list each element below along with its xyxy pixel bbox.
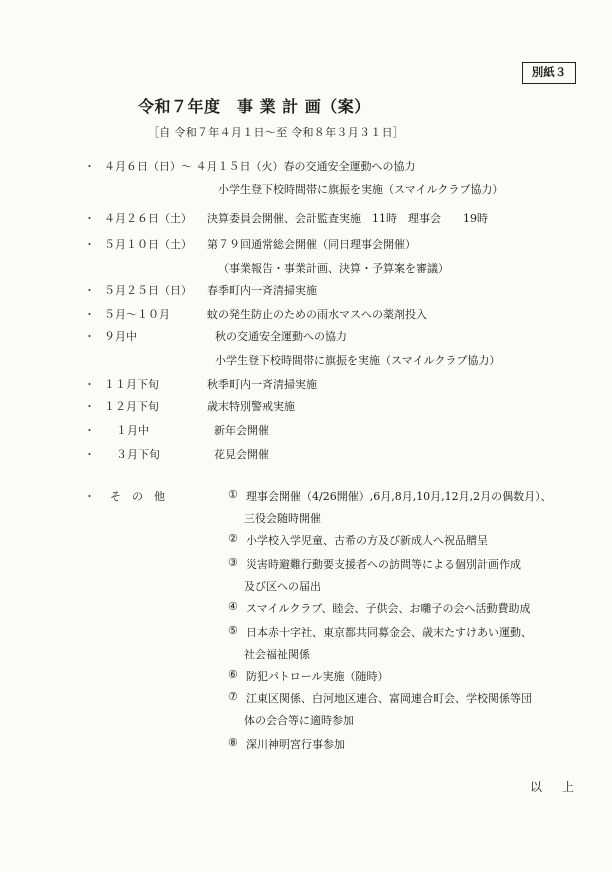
bullet-mark: ・ [84,284,95,297]
schedule-date: １月中 [116,424,149,437]
item-text: 江東区関係、白河地区連合、富岡連合町会、学校関係等団 [246,692,532,705]
item-text: 理事会開催（4/26開催）,6月,8月,10月,12月,2月の偶数月）、 [246,490,552,503]
schedule-description: 秋季町内一斉清掃実施 [207,378,317,391]
schedule-date: ４月６日（日）～ ４月１５日（火）春の交通安全運動への協力 [104,160,416,173]
schedule-description: 第７９回通常総会開催（同日理事会開催） [207,238,416,251]
schedule-date: ９月中 [104,330,137,343]
item-text: 日本赤十字社、東京都共同募金会、歳末たすけあい運動、 [246,626,532,639]
item-text: 深川神明宮行事参加 [246,738,345,751]
item-number: ⑦ [228,690,238,703]
bullet-mark: ・ [84,160,95,173]
bullet-mark: ・ [84,400,95,413]
schedule-date: １１月下旬 [104,378,159,391]
fiscal-period: ［自 令和７年４月１日～至 令和８年３月３１日］ [148,126,405,139]
bullet-mark: ・ [84,330,95,343]
page-title: 令和７年度 事 業 計 画（案） [138,97,371,116]
schedule-description: 新年会開催 [214,424,269,437]
item-number: ⑧ [228,736,238,749]
other-label: そ の 他 [110,490,165,503]
schedule-description: 花見会開催 [214,448,269,461]
item-number: ⑥ [228,668,238,681]
item-text: 社会福祉関係 [244,648,310,661]
item-text: 小学校入学児童、古希の方及び新成人へ祝品贈呈 [246,534,488,547]
item-text: 三役会随時開催 [244,512,321,525]
item-number: ④ [228,600,238,613]
bullet-mark: ・ [84,490,95,503]
annex-label: 別紙３ [522,62,576,84]
schedule-date: ５月～１０月 [104,308,170,321]
item-number: ③ [228,556,238,569]
item-text: 防犯パトロール実施（随時） [246,670,389,683]
bullet-mark: ・ [84,448,95,461]
item-text: スマイルクラブ、睦会、子供会、お囃子の会へ活動費助成 [246,602,531,615]
bullet-mark: ・ [84,308,95,321]
schedule-description: 決算委員会開催、会計監査実施 11時 理事会 19時 [207,212,488,225]
schedule-date: １２月下旬 [104,400,159,413]
item-text: 体の会合等に適時参加 [244,714,354,727]
bullet-mark: ・ [84,424,95,437]
schedule-date: ４月２６日（土） [104,212,192,225]
bullet-mark: ・ [84,212,95,225]
schedule-continuation: 小学生登下校時間帯に旗振を実施（スマイルクラブ協力） [215,354,501,367]
schedule-description: 蚊の発生防止のための雨水マスへの薬剤投入 [207,308,427,321]
schedule-date: ５月２５日（日） [104,284,192,297]
schedule-description: 春季町内一斉清掃実施 [207,284,317,297]
bullet-mark: ・ [84,378,95,391]
schedule-date: ３月下旬 [116,448,160,461]
closing-mark: 以 上 [530,780,579,794]
bullet-mark: ・ [84,238,95,251]
schedule-description: 歳末特別警戒実施 [207,400,295,413]
item-number: ⑤ [228,624,238,637]
item-number: ① [228,488,238,501]
item-text: 災害時避難行動要支援者への訪問等による個別計画作成 [246,558,521,571]
schedule-continuation: 小学生登下校時間帯に旗振を実施（スマイルクラブ協力） [218,183,504,196]
schedule-continuation: （事業報告・事業計画、決算・予算案を審議） [218,262,449,275]
schedule-description: 秋の交通安全運動への協力 [215,330,347,343]
schedule-date: ５月１０日（土） [104,238,192,251]
item-number: ② [228,532,238,545]
item-text: 及び区への届出 [244,580,321,593]
